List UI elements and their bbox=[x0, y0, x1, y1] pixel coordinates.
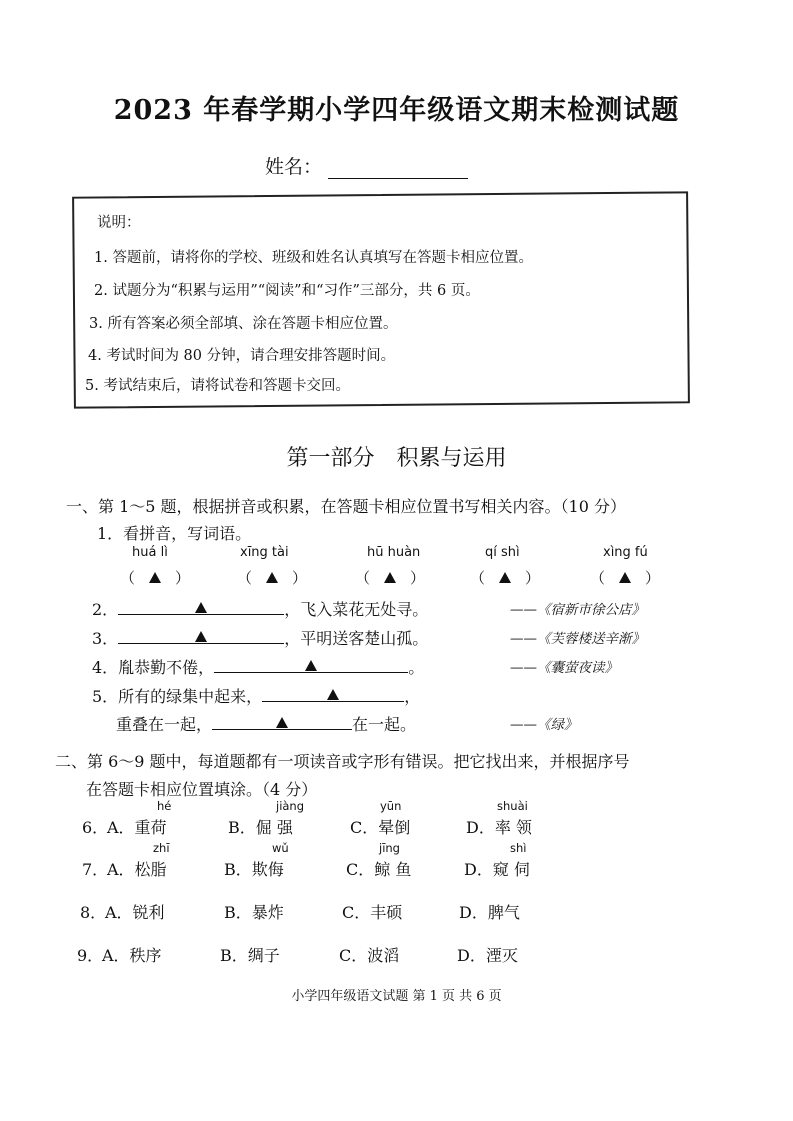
triangle-marker-icon bbox=[266, 572, 278, 583]
pinyin-4: qí shì bbox=[485, 545, 520, 560]
q1-line-5b: 重叠在一起， 在一起。 bbox=[116, 715, 417, 734]
row-7-pinyin-a: zhī bbox=[153, 841, 170, 855]
name-blank-line bbox=[328, 160, 468, 179]
q1-line-5-source: ——《绿》 bbox=[510, 717, 578, 733]
row-7-option-a: A．松脂 bbox=[107, 860, 167, 879]
triangle-marker-icon bbox=[276, 717, 288, 728]
row-6-pinyin-b: jiàng bbox=[276, 799, 305, 813]
answer-box-1: （ ） bbox=[120, 569, 191, 587]
row-8-option-a: A．锐利 bbox=[105, 903, 165, 922]
triangle-marker-icon bbox=[305, 660, 317, 671]
row-9-option-a: A．秩序 bbox=[102, 946, 162, 965]
row-6-number: 6． bbox=[82, 818, 109, 837]
name-label: 姓名： bbox=[265, 156, 323, 178]
row-6-pinyin-c: yūn bbox=[380, 799, 402, 813]
pinyin-2: xīng tài bbox=[240, 545, 289, 560]
row-6-option-d: D．率 领 bbox=[466, 818, 532, 837]
row-9-option-d: D．湮灭 bbox=[457, 946, 518, 965]
row-9-option-c: C．波滔 bbox=[339, 946, 400, 965]
triangle-marker-icon bbox=[499, 572, 511, 583]
q1-line-3: 3． ，平明送客楚山孤。 bbox=[92, 629, 429, 648]
row-7-option-c: C．鲸 鱼 bbox=[346, 860, 412, 879]
triangle-marker-icon bbox=[149, 572, 161, 583]
instruction-item: 1. 答题前，请将你的学校、班级和姓名认真填写在答题卡相应位置。 bbox=[94, 250, 533, 266]
q1-line-2: 2． ，飞入菜花无处寻。 bbox=[92, 600, 429, 619]
answer-blank bbox=[262, 685, 404, 702]
answer-blank bbox=[212, 713, 352, 730]
row-7-pinyin-c: jīng bbox=[379, 841, 400, 855]
answer-box-4: （ ） bbox=[470, 569, 541, 587]
instructions-heading: 说明： bbox=[97, 215, 141, 231]
pinyin-1: huá lì bbox=[132, 545, 168, 560]
triangle-marker-icon bbox=[384, 572, 396, 583]
row-6-pinyin-a: hé bbox=[157, 799, 172, 813]
q2-heading-1: 二、第 6～9 题中，每道题都有一项读音或字形有错误。把它找出来，并根据序号 bbox=[55, 752, 630, 771]
row-8-option-c: C．丰硕 bbox=[342, 903, 403, 922]
triangle-marker-icon bbox=[327, 689, 339, 700]
page-footer: 小学四年级语文试题 第 1 页 共 6 页 bbox=[291, 989, 502, 1004]
instruction-item: 3. 所有答案必须全部填、涂在答题卡相应位置。 bbox=[89, 316, 398, 332]
q1-line-3-source: ——《芙蓉楼送辛渐》 bbox=[510, 631, 645, 647]
row-7-pinyin-d: shì bbox=[510, 841, 527, 855]
row-6-option-c: C．晕倒 bbox=[350, 818, 411, 837]
q1-line-4: 4．胤恭勤不倦， 。 bbox=[92, 658, 425, 677]
answer-box-3: （ ） bbox=[355, 569, 426, 587]
answer-box-5: （ ） bbox=[590, 569, 661, 587]
row-7-option-b: B．欺侮 bbox=[224, 860, 284, 879]
row-9-option-b: B．绸子 bbox=[220, 946, 280, 965]
answer-blank bbox=[118, 627, 284, 644]
pinyin-3: hū huàn bbox=[367, 545, 421, 560]
answer-box-2: （ ） bbox=[237, 569, 308, 587]
row-7-number: 7． bbox=[82, 860, 109, 879]
triangle-marker-icon bbox=[619, 572, 631, 583]
triangle-marker-icon bbox=[195, 631, 207, 642]
pinyin-5: xìng fú bbox=[603, 545, 648, 560]
row-7-option-d: D．窥 伺 bbox=[464, 860, 530, 879]
section-title: 第一部分 积累与运用 bbox=[286, 446, 507, 471]
exam-title: 2023 年春学期小学四年级语文期末检测试题 bbox=[113, 95, 680, 126]
row-6-option-a: A．重荷 bbox=[107, 818, 167, 837]
instruction-item: 5. 考试结束后，请将试卷和答题卡交回。 bbox=[85, 378, 350, 394]
instruction-item: 2. 试题分为“积累与运用”“阅读”和“习作”三部分，共 6 页。 bbox=[94, 283, 480, 299]
q1-heading: 一、第 1～5 题，根据拼音或积累，在答题卡相应位置书写相关内容。（10 分） bbox=[66, 497, 626, 516]
q1-sub1: 1．看拼音，写词语。 bbox=[97, 524, 252, 543]
row-6-pinyin-d: shuài bbox=[497, 799, 528, 813]
row-8-option-d: D．脾气 bbox=[459, 903, 520, 922]
answer-blank bbox=[118, 598, 284, 615]
q1-line-4-source: ——《囊萤夜读》 bbox=[510, 660, 618, 676]
answer-blank bbox=[214, 656, 408, 673]
q1-line-5: 5．所有的绿集中起来， ， bbox=[92, 687, 421, 706]
q1-line-2-source: ——《宿新市徐公店》 bbox=[510, 602, 645, 618]
row-7-pinyin-b: wǔ bbox=[272, 841, 289, 855]
triangle-marker-icon bbox=[195, 602, 207, 613]
row-8-option-b: B．暴炸 bbox=[224, 903, 284, 922]
q2-heading-2: 在答题卡相应位置填涂。（4 分） bbox=[86, 780, 318, 799]
row-6-option-b: B．倔 强 bbox=[228, 818, 293, 837]
row-8-number: 8． bbox=[80, 903, 107, 922]
row-9-number: 9． bbox=[77, 946, 104, 965]
name-field bbox=[265, 152, 468, 179]
instruction-item: 4. 考试时间为 80 分钟，请合理安排答题时间。 bbox=[88, 348, 396, 364]
